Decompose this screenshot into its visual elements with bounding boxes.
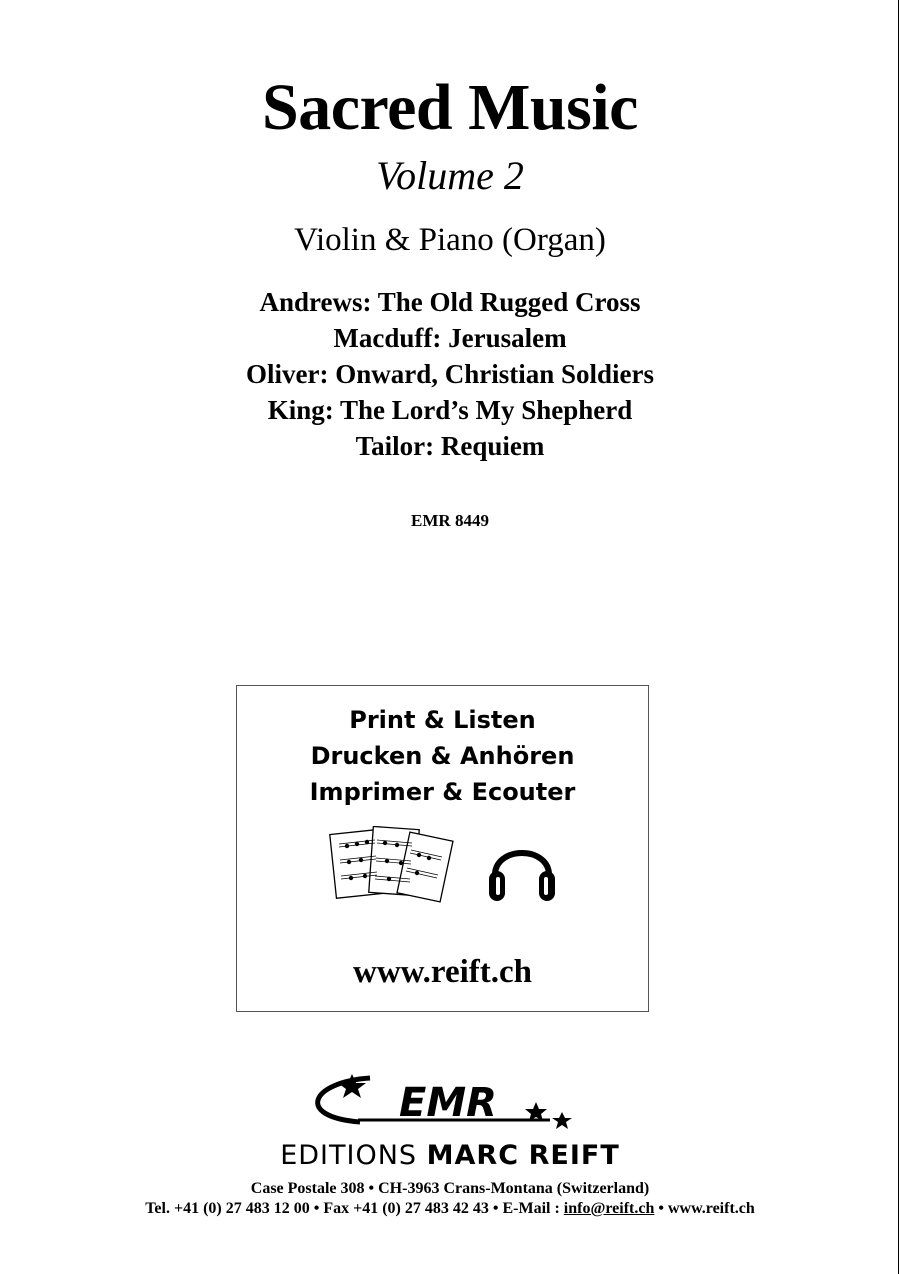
page-title: Sacred Music [262, 71, 638, 144]
publisher-name-part3: REIFT [528, 1140, 620, 1171]
website-link[interactable]: www.reift.ch [352, 954, 533, 990]
promo-line-french: Imprimer & Ecouter [309, 778, 576, 806]
logo-text: EMR [399, 1080, 497, 1126]
postal-address: Case Postale 308 • CH-3963 Crans-Montana (Switzerland) [250, 1180, 650, 1197]
email-link[interactable]: info@reift.ch [563, 1200, 655, 1217]
piece-list [0, 284, 900, 464]
publisher-name [0, 1140, 900, 1171]
list-item: Andrews: The Old Rugged Cross [259, 287, 641, 317]
catalog-code: EMR 8449 [411, 511, 489, 530]
list-item: Macduff: Jerusalem [333, 323, 567, 353]
print-listen-box [236, 685, 649, 1012]
publisher-name-part1: EDITIONS [280, 1140, 418, 1171]
sheet-music-icon [329, 826, 454, 906]
promo-line-english: Print & Listen [349, 706, 536, 734]
contact-line [0, 1200, 900, 1218]
promo-line-german: Drucken & Anhören [310, 742, 575, 770]
publisher-name-part2: MARC [426, 1140, 520, 1171]
emr-logo [300, 1072, 600, 1134]
contact-prefix: Tel. +41 (0) 27 483 12 00 • Fax +41 (0) 27 483 42 43 • E-Mail : [145, 1200, 564, 1217]
list-item: Tailor: Requiem [355, 431, 545, 461]
instrumentation: Violin & Piano (Organ) [294, 222, 606, 258]
contact-suffix: • www.reift.ch [654, 1200, 755, 1217]
headphones-icon [487, 831, 557, 906]
list-item: Oliver: Onward, Christian Soldiers [245, 359, 654, 389]
list-item: King: The Lord’s My Shepherd [267, 395, 633, 425]
volume-subtitle: Volume 2 [376, 153, 524, 198]
